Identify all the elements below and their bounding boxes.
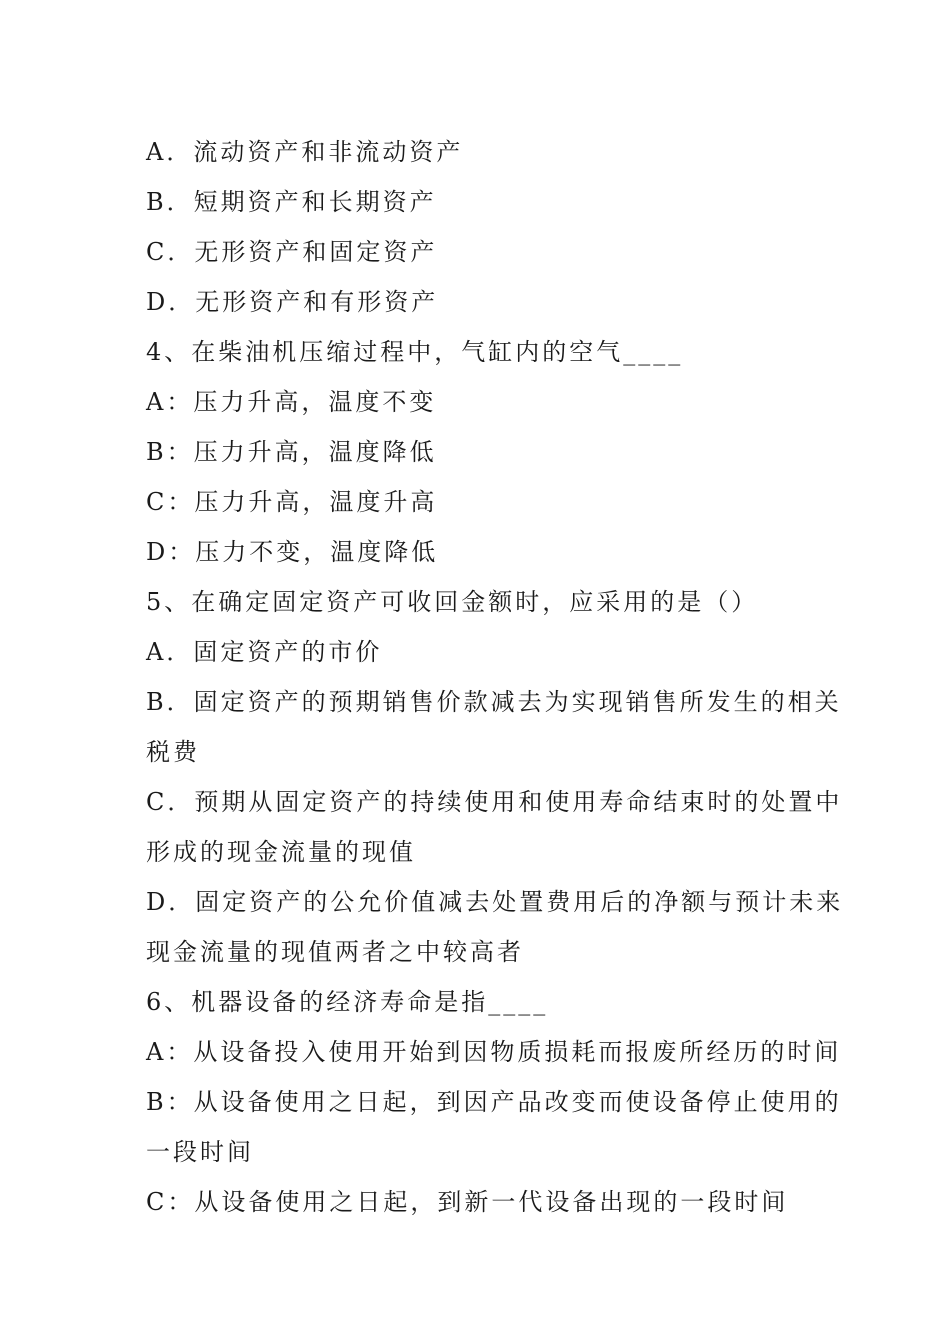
option-d-q4: D：压力不变，温度降低 [146,538,439,566]
option-c-q4: C：压力升高，温度升高 [146,488,438,516]
option-b-q6-continued: 一段时间 [146,1138,254,1166]
option-b-q6: B：从设备使用之日起，到因产品改变而使设备停止使用的 [146,1088,842,1116]
option-a-q3: A．流动资产和非流动资产 [146,138,464,166]
option-a-q4: A：压力升高，温度不变 [146,388,437,416]
document-page [146,130,844,1230]
option-c-q3: C．无形资产和固定资产 [146,238,438,266]
option-a-q5: A．固定资产的市价 [146,638,383,666]
option-b-q3: B．短期资产和长期资产 [146,188,437,216]
option-b-q4: B：压力升高，温度降低 [146,438,437,466]
option-d-q5: D．固定资产的公允价值减去处置费用后的净额与预计未来 [146,888,844,916]
option-c-q5-continued: 形成的现金流量的现值 [146,838,416,866]
option-c-q5: C．预期从固定资产的持续使用和使用寿命结束时的处置中 [146,788,843,816]
option-a-q6: A：从设备投入使用开始到因物质损耗而报废所经历的时间 [146,1038,842,1066]
option-d-q3: D．无形资产和有形资产 [146,288,439,316]
option-d-q5-continued: 现金流量的现值两者之中较高者 [146,938,524,966]
option-b-q5-continued: 税费 [146,738,200,766]
option-c-q6: C：从设备使用之日起，到新一代设备出现的一段时间 [146,1188,789,1216]
question-5: 5、在确定固定资产可收回金额时，应采用的是（） [146,588,759,616]
question-6: 6、机器设备的经济寿命是指____ [146,988,549,1016]
question-4: 4、在柴油机压缩过程中，气缸内的空气____ [146,338,684,366]
option-b-q5: B．固定资产的预期销售价款减去为实现销售所发生的相关 [146,688,842,716]
